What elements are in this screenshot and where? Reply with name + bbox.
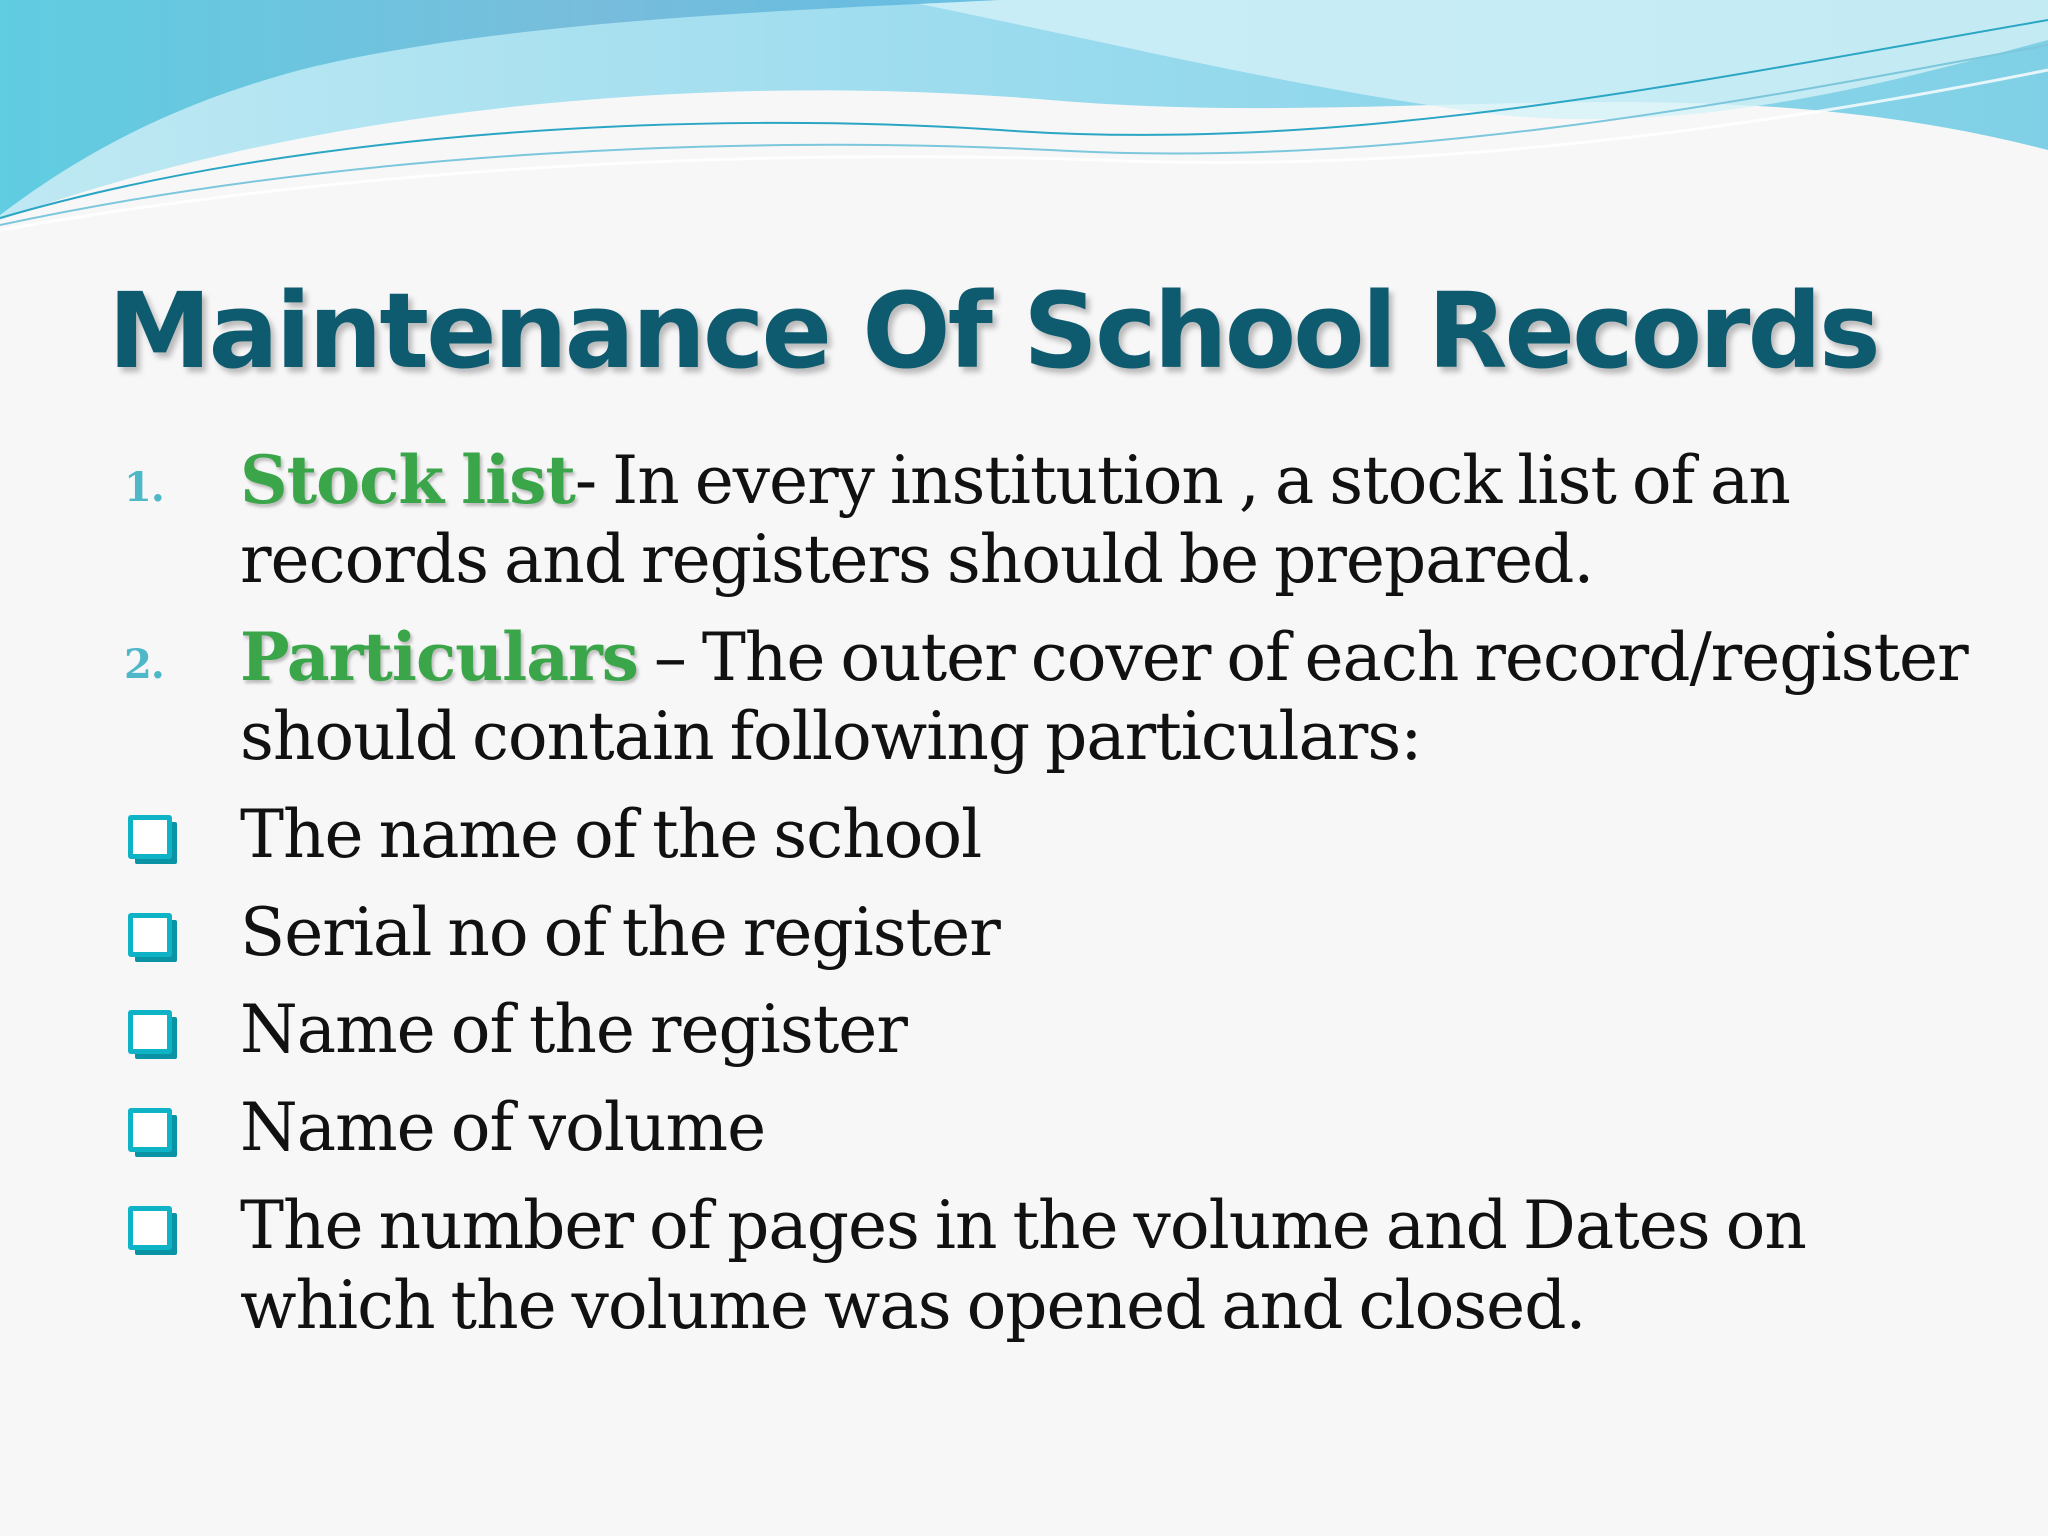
item-text-line2: should contain following particulars:: [240, 698, 1422, 775]
header-wave-decoration: [0, 0, 2048, 240]
item-number: 1.: [124, 464, 164, 511]
checklist-text: The name of the school: [240, 796, 982, 873]
checklist-text: The number of pages in the volume and Dates on: [240, 1187, 1806, 1264]
checkbox-icon: [128, 1206, 172, 1250]
checkbox-icon: [128, 1010, 172, 1054]
checklist-text-line2: which the volume was opened and closed.: [240, 1267, 1586, 1344]
checkbox-icon: [128, 815, 172, 859]
checklist-text: Name of the register: [240, 991, 907, 1068]
item-line1: - In every institution , a stock list of an: [574, 442, 1790, 519]
item-line1: – The outer cover of each record/register: [637, 619, 1968, 696]
checkbox-icon: [128, 913, 172, 957]
checklist-text: Name of volume: [240, 1089, 766, 1166]
item-text: [240, 617, 1968, 698]
checkbox-icon: [128, 1108, 172, 1152]
item-term: Stock list: [240, 441, 575, 519]
item-text-line2: records and registers should be prepared.: [240, 521, 1594, 598]
item-number: 2.: [124, 641, 164, 688]
checklist-text: Serial no of the register: [240, 894, 1000, 971]
slide-title: Maintenance Of School Records: [108, 270, 1878, 392]
item-text: [240, 440, 1790, 521]
item-term: Particulars: [240, 618, 638, 696]
